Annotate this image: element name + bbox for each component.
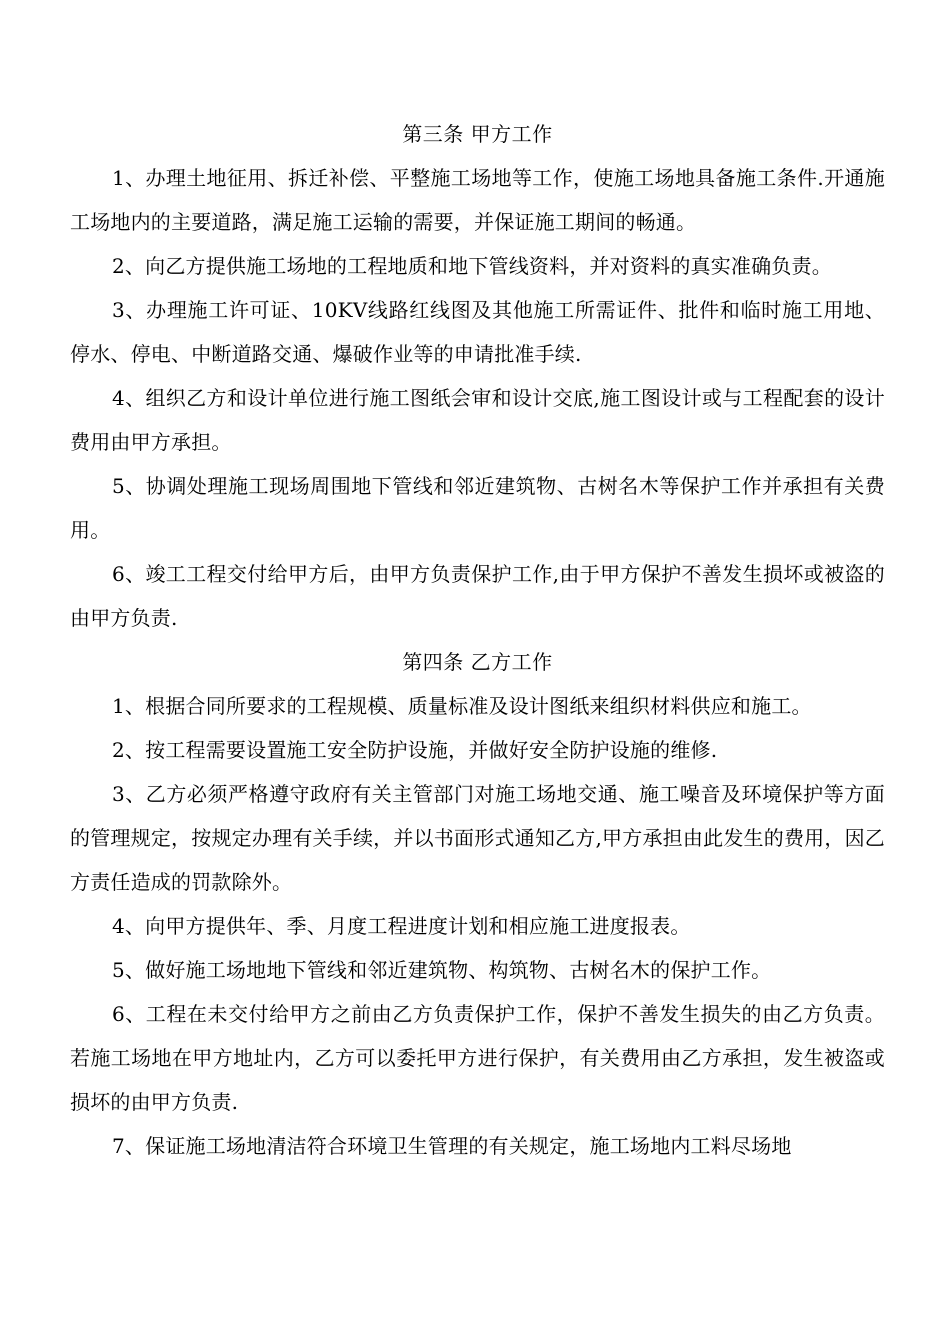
section-3-item-4: 4、组织乙方和设计单位进行施工图纸会审和设计交底,施工图设计或与工程配套的设计费用由甲方承担。	[70, 386, 885, 454]
section-3-title: 第三条 甲方工作	[402, 122, 553, 146]
section-4-item-3: 3、乙方必须严格遵守政府有关主管部门对施工场地交通、施工噪音及环境保护等方面的管理规定，按规定办理有关手续，并以书面形式通知乙方,甲方承担由此发生的费用，因乙方责任造成的罚款除外。	[70, 782, 885, 894]
section-3-item-2: 2、向乙方提供施工场地的工程地质和地下管线资料，并对资料的真实准确负责。	[112, 254, 832, 278]
section-3-item-1: 1、办理土地征用、拆迁补偿、平整施工场地等工作，使施工场地具备施工条件.开通施工场地内的主要道路，满足施工运输的需要，并保证施工期间的畅通。	[70, 166, 885, 234]
section-4-item-7: 7、保证施工场地清洁符合环境卫生管理的有关规定，施工场地内工料尽场地	[112, 1134, 792, 1158]
section-3-item-3: 3、办理施工许可证、10KV线路红线图及其他施工所需证件、批件和临时施工用地、停水、停电、中断道路交通、爆破作业等的申请批准手续.	[70, 298, 885, 366]
section-3-item-5: 5、协调处理施工现场周围地下管线和邻近建筑物、古树名木等保护工作并承担有关费用。	[70, 474, 885, 542]
section-4-item-6: 6、工程在未交付给甲方之前由乙方负责保护工作，保护不善发生损失的由乙方负责。若施工场地在甲方地址内，乙方可以委托甲方进行保护，有关费用由乙方承担，发生被盗或损坏的由甲方负责.	[70, 1002, 885, 1114]
document-page	[70, 112, 885, 1168]
section-4-title: 第四条 乙方工作	[402, 650, 553, 674]
section-4-item-5: 5、做好施工场地地下管线和邻近建筑物、构筑物、古树名木的保护工作。	[112, 958, 772, 982]
section-4-item-4: 4、向甲方提供年、季、月度工程进度计划和相应施工进度报表。	[112, 914, 691, 938]
section-4-item-2: 2、按工程需要设置施工安全防护设施，并做好安全防护设施的维修.	[112, 738, 718, 762]
section-4-item-1: 1、根据合同所要求的工程规模、质量标准及设计图纸来组织材料供应和施工。	[112, 694, 812, 718]
section-3-item-6: 6、竣工工程交付给甲方后，由甲方负责保护工作,由于甲方保护不善发生损坏或被盗的由甲方负责.	[70, 562, 885, 630]
